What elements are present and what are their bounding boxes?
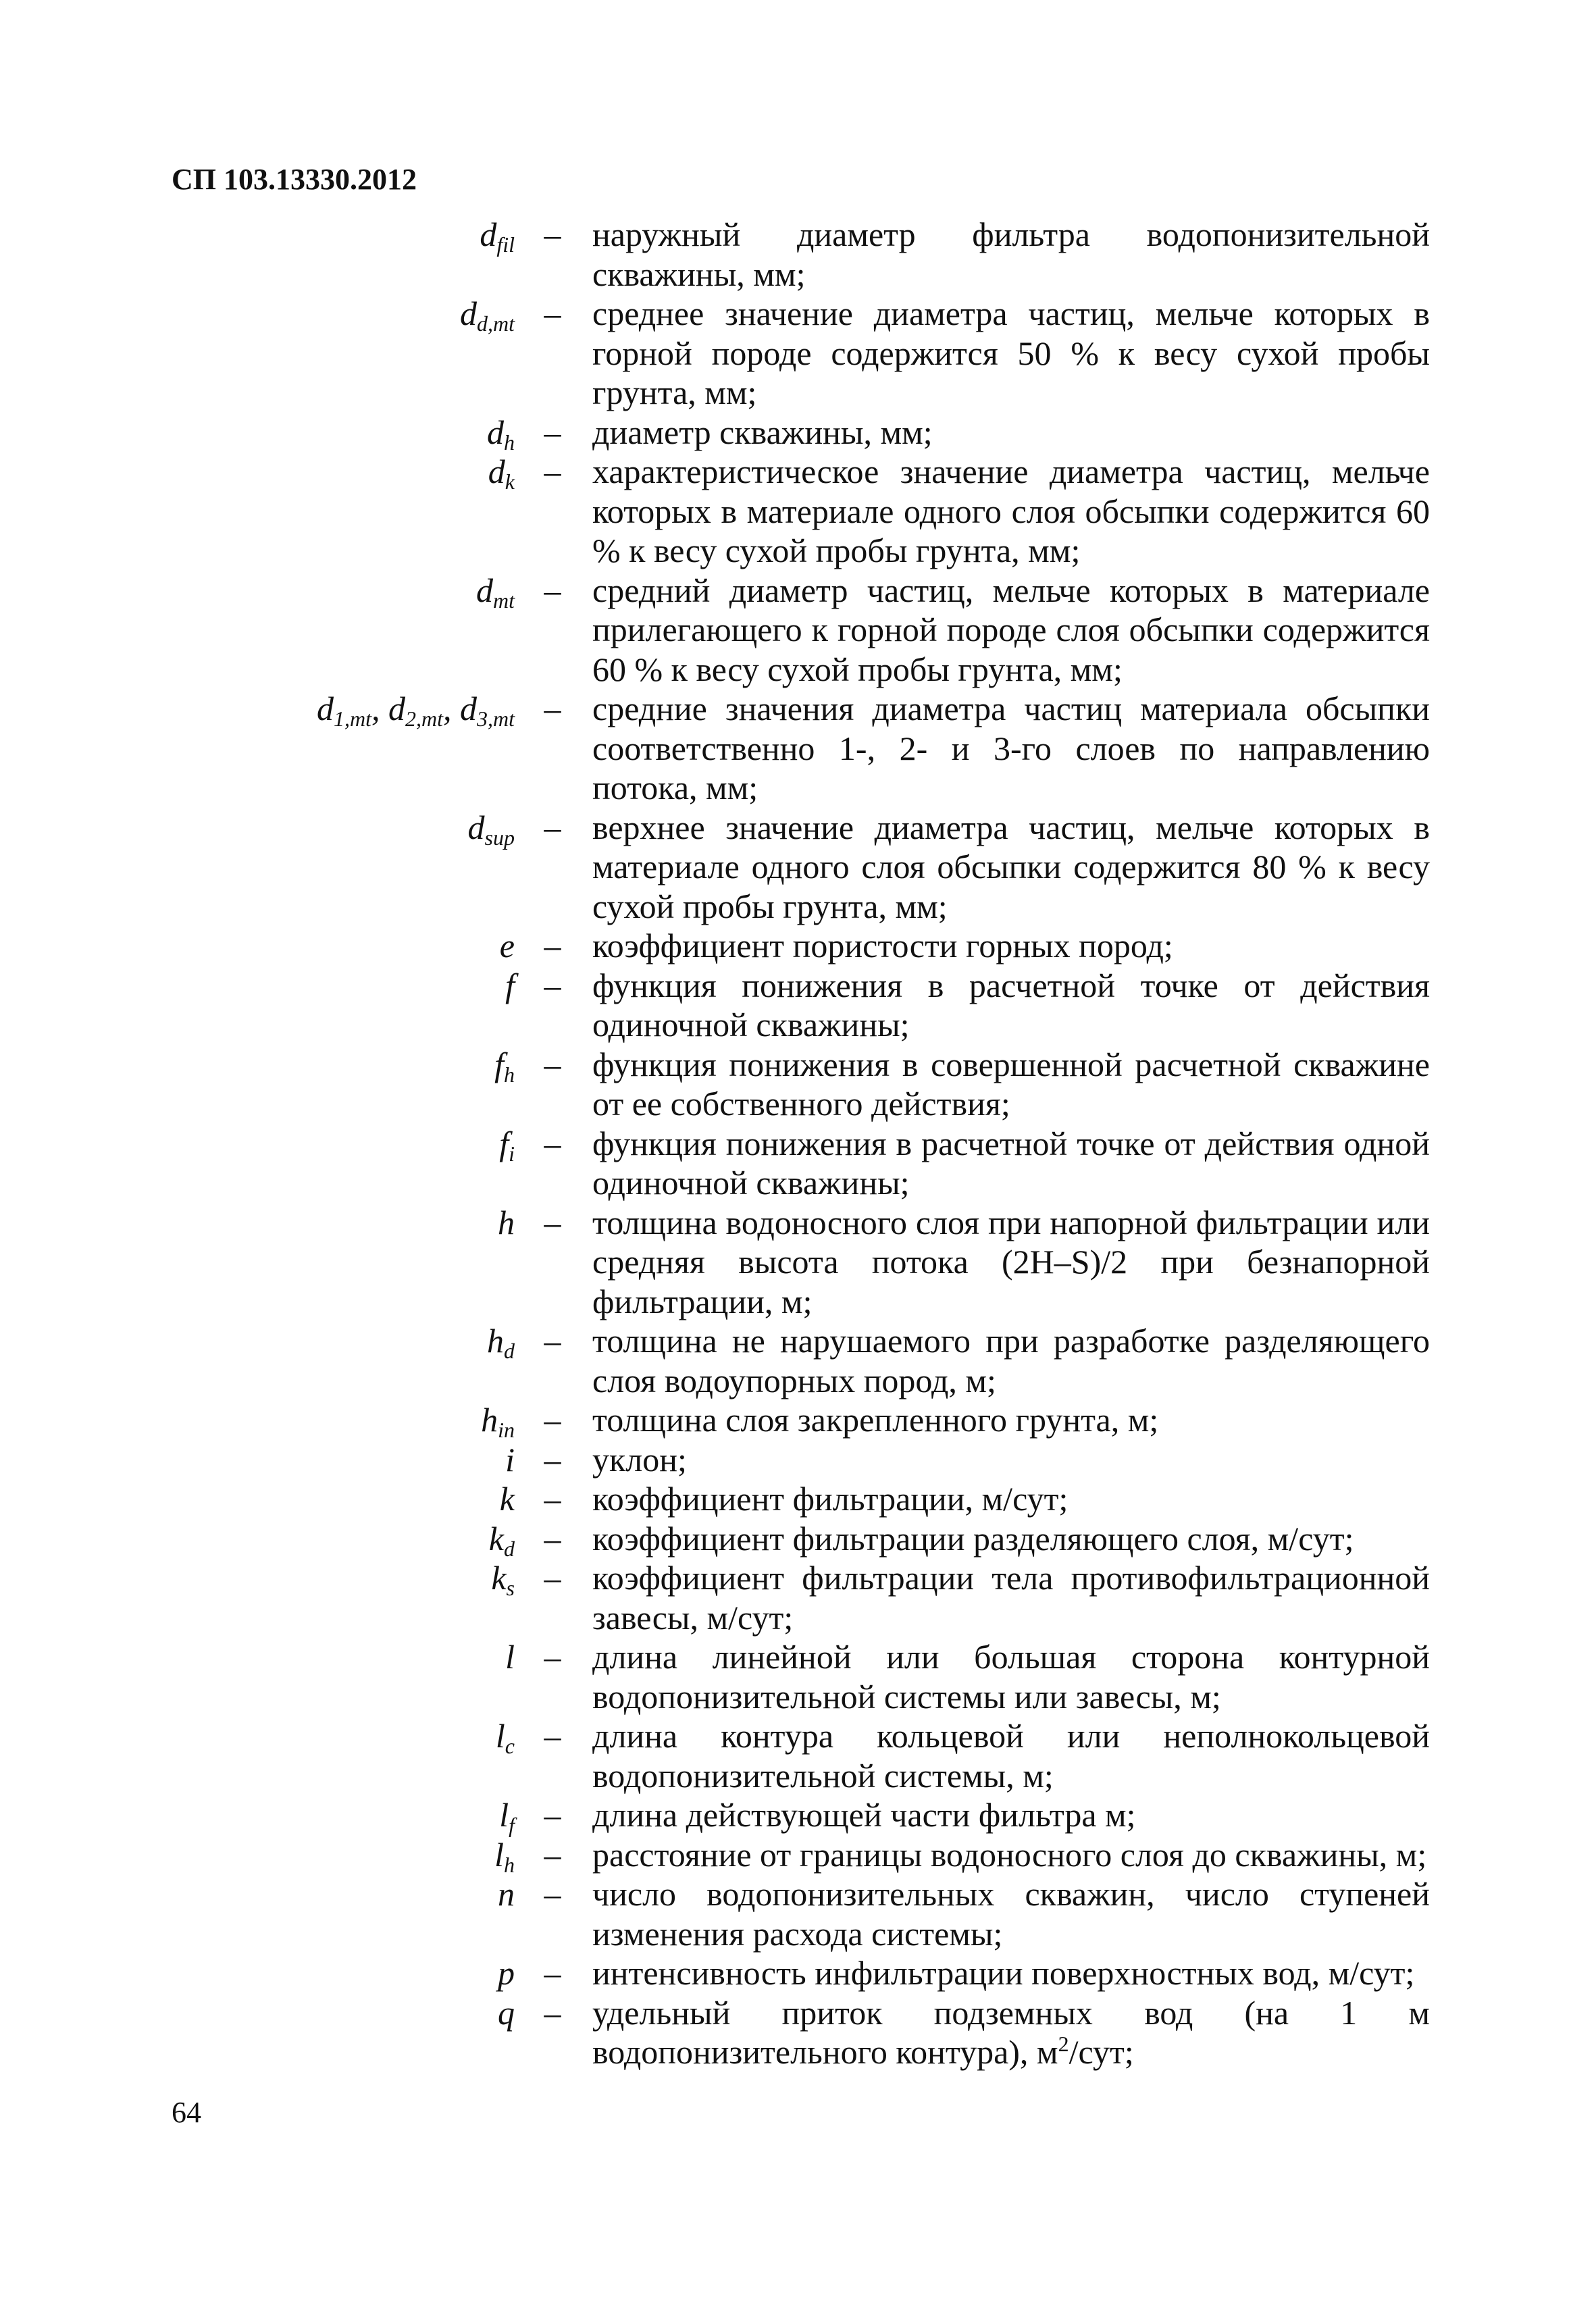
definition-row (0, 1993, 1596, 2072)
definition-row (0, 571, 1596, 690)
definition-text: среднее значение диаметра частиц, мельче которых в горной породе содержится 50 % к весу сухой пробы грунта, мм; (592, 294, 1430, 411)
definition-text: интенсивность инфильтрации поверхностных вод, м/сут; (592, 1954, 1415, 1992)
definition-row (0, 452, 1596, 571)
definition-text: расстояние от границы водоносного слоя до скважины, м; (592, 1835, 1427, 1874)
page-number: 64 (172, 2096, 201, 2129)
symbol-base: h (487, 1322, 504, 1360)
symbol-definition-list (0, 215, 1596, 2072)
definition-text: толщина водоносного слоя при напорной фильтрации или средняя высота потока (2H–S)/2 при безнапорной фильтрации, м; (592, 1203, 1430, 1320)
definition-text: функция понижения в совершенной расчетной скважине от ее собственного действия; (592, 1045, 1430, 1123)
definition-dash: – (544, 1480, 561, 1518)
symbol-base: d (460, 294, 477, 332)
definition-dash: – (544, 1638, 561, 1676)
symbol-subscript: mt (493, 588, 515, 613)
definition-symbol (203, 689, 515, 729)
symbol-subscript: c (505, 1734, 515, 1758)
definition-text: длина контура кольцевой или неполнокольцевой водопонизительной системы, м; (592, 1717, 1430, 1795)
definition-text: удельный приток подземных вод (на 1 м водопонизительного контура), $м^2$/сут; (592, 1993, 1430, 2071)
definition-row (0, 413, 1596, 453)
definition-row (0, 1045, 1596, 1124)
definition-symbol (203, 1203, 515, 1243)
definition-symbol (203, 452, 515, 492)
definition-dash: – (544, 413, 561, 451)
definition-row (0, 1203, 1596, 1322)
symbol-subscript: s (506, 1576, 515, 1600)
definition-symbol (203, 1045, 515, 1085)
symbol-base: d (487, 413, 504, 451)
definition-symbol (203, 1321, 515, 1361)
symbol-base: f (499, 1124, 509, 1162)
definition-symbol (203, 966, 515, 1006)
symbol-base: d (488, 453, 505, 490)
symbol-subscript: i (509, 1141, 515, 1166)
symbol-base: l (495, 1717, 505, 1755)
definition-row (0, 294, 1596, 413)
definition-text: средние значения диаметра частиц материала обсыпки соответственно 1-, 2- и 3-го слоев по направлению потока, мм; (592, 690, 1430, 806)
definition-row (0, 1716, 1596, 1795)
symbol-subscript: sup (484, 825, 515, 850)
definition-symbol (203, 1558, 515, 1598)
definition-symbol (203, 1953, 515, 1993)
definition-text: функция понижения в расчетной точке от действия одной одиночной скважины; (592, 1124, 1430, 1202)
definition-text: функция понижения в расчетной точке от действия одиночной скважины; (592, 966, 1430, 1044)
definition-row (0, 1953, 1596, 1993)
symbol-base: , d (371, 690, 405, 727)
definition-row (0, 1637, 1596, 1716)
definition-symbol (203, 1479, 515, 1519)
definition-text: средний диаметр частиц, мельче которых в материале прилегающего к горной породе слоя обсыпки содержится 60 % к весу сухой пробы грунта, мм; (592, 571, 1430, 688)
symbol-base: h (481, 1401, 498, 1439)
definition-text: толщина не нарушаемого при разработке разделяющего слоя водоупорных пород, м; (592, 1322, 1430, 1399)
definition-dash: – (544, 1440, 561, 1479)
definition-dash: – (544, 1203, 561, 1241)
symbol-subscript: fil (496, 232, 515, 257)
definition-symbol (203, 1874, 515, 1914)
symbol-base: d (476, 571, 493, 609)
symbol-base: q (498, 1993, 515, 2032)
symbol-base: k (491, 1559, 507, 1597)
definition-dash: – (544, 453, 561, 490)
definition-dash: – (544, 808, 561, 846)
definition-symbol (203, 1124, 515, 1164)
symbol-subscript: f (509, 1813, 515, 1837)
definition-symbol (203, 808, 515, 848)
definition-text: толщина слоя закрепленного грунта, м; (592, 1401, 1159, 1439)
definition-row (0, 1124, 1596, 1203)
symbol-base: f (505, 966, 515, 1004)
symbol-base: n (498, 1875, 515, 1913)
definition-symbol (203, 1795, 515, 1835)
symbol-subscript: d (504, 1339, 515, 1363)
definition-dash: – (544, 1045, 561, 1083)
definition-symbol (203, 1637, 515, 1677)
definition-dash: – (544, 1835, 561, 1874)
definition-row (0, 689, 1596, 808)
definition-dash: – (544, 1796, 561, 1834)
definition-text: диаметр скважины, мм; (592, 413, 933, 451)
definition-dash: – (544, 1717, 561, 1755)
definition-dash: – (544, 571, 561, 609)
definition-dash: – (544, 1993, 561, 2032)
definition-row (0, 215, 1596, 294)
symbol-base: d (480, 215, 497, 253)
definition-dash: – (544, 1124, 561, 1162)
definition-row (0, 1321, 1596, 1400)
symbol-base: f (494, 1045, 504, 1083)
definition-symbol (203, 1519, 515, 1559)
symbol-subscript: h (504, 430, 515, 455)
symbol-subscript: d,mt (477, 311, 515, 336)
symbol-base: k (488, 1519, 504, 1558)
definition-symbol (203, 1400, 515, 1440)
definition-dash: – (544, 1875, 561, 1913)
symbol-base: e (499, 927, 515, 965)
symbol-subscript: k (505, 469, 515, 494)
definition-dash: – (544, 1401, 561, 1439)
symbol-subscript: h (504, 1852, 515, 1877)
definition-row (0, 926, 1596, 966)
definition-text: длина линейной или большая сторона контурной водопонизительной системы или завесы, м; (592, 1638, 1430, 1716)
definition-dash: – (544, 1954, 561, 1992)
document-code: СП 103.13330.2012 (172, 163, 417, 196)
definition-dash: – (544, 690, 561, 727)
definition-text: коэффициент пористости горных пород; (592, 927, 1173, 965)
symbol-subscript: 2,mt (405, 706, 443, 731)
definition-dash: – (544, 294, 561, 332)
definition-row (0, 1835, 1596, 1875)
definition-row (0, 1874, 1596, 1953)
definition-symbol (203, 1716, 515, 1756)
definition-symbol (203, 1835, 515, 1875)
definition-dash: – (544, 1559, 561, 1597)
definition-dash: – (544, 966, 561, 1004)
definition-symbol (203, 294, 515, 334)
symbol-base: l (505, 1638, 515, 1676)
definition-row (0, 1558, 1596, 1637)
unit-superscript: 2 (1058, 2032, 1069, 2056)
definition-symbol (203, 571, 515, 611)
definition-symbol (203, 926, 515, 966)
symbol-base: l (499, 1796, 509, 1834)
definition-text: число водопонизительных скважин, число ступеней изменения расхода системы; (592, 1875, 1430, 1953)
symbol-subscript: 1,mt (334, 706, 371, 731)
definition-text: коэффициент фильтрации разделяющего слоя, м/сут; (592, 1519, 1354, 1558)
definition-text: длина действующей части фильтра м; (592, 1796, 1136, 1834)
definition-text: верхнее значение диаметра частиц, мельче которых в материале одного слоя обсыпки содержится 80 % к весу сухой пробы грунта, мм; (592, 808, 1430, 925)
definition-symbol (203, 1440, 515, 1480)
symbol-base: p (498, 1954, 515, 1992)
definition-row (0, 1400, 1596, 1440)
definition-symbol (203, 215, 515, 255)
symbol-base: l (494, 1835, 504, 1874)
symbol-base: h (498, 1203, 515, 1241)
definition-symbol (203, 1993, 515, 2033)
definition-row (0, 1519, 1596, 1559)
definition-symbol (203, 413, 515, 453)
definition-row (0, 1795, 1596, 1835)
definition-text: уклон; (592, 1440, 687, 1479)
definition-dash: – (544, 927, 561, 965)
symbol-subscript: in (498, 1418, 515, 1442)
definition-text: наружный диаметр фильтра водопонизительной скважины, мм; (592, 215, 1430, 293)
symbol-base: d (467, 808, 485, 846)
definition-text: коэффициент фильтрации, м/сут; (592, 1480, 1069, 1518)
definition-text: коэффициент фильтрации тела противофильтрационной завесы, м/сут; (592, 1559, 1430, 1637)
definition-dash: – (544, 215, 561, 253)
definition-dash: – (544, 1322, 561, 1360)
definition-row (0, 1440, 1596, 1480)
definition-text: характеристическое значение диаметра частиц, мельче которых в материале одного слоя обсыпки содержится 60 % к весу сухой пробы грунта, мм; (592, 453, 1430, 569)
symbol-subscript: d (504, 1536, 515, 1561)
symbol-base: k (499, 1480, 515, 1518)
definition-row (0, 808, 1596, 927)
symbol-base: , d (443, 690, 477, 727)
definition-row (0, 966, 1596, 1045)
definition-dash: – (544, 1519, 561, 1558)
definition-row (0, 1479, 1596, 1519)
symbol-base: d (317, 690, 334, 727)
symbol-subscript: 3,mt (477, 706, 515, 731)
symbol-subscript: h (504, 1062, 515, 1087)
symbol-base: i (505, 1440, 515, 1479)
